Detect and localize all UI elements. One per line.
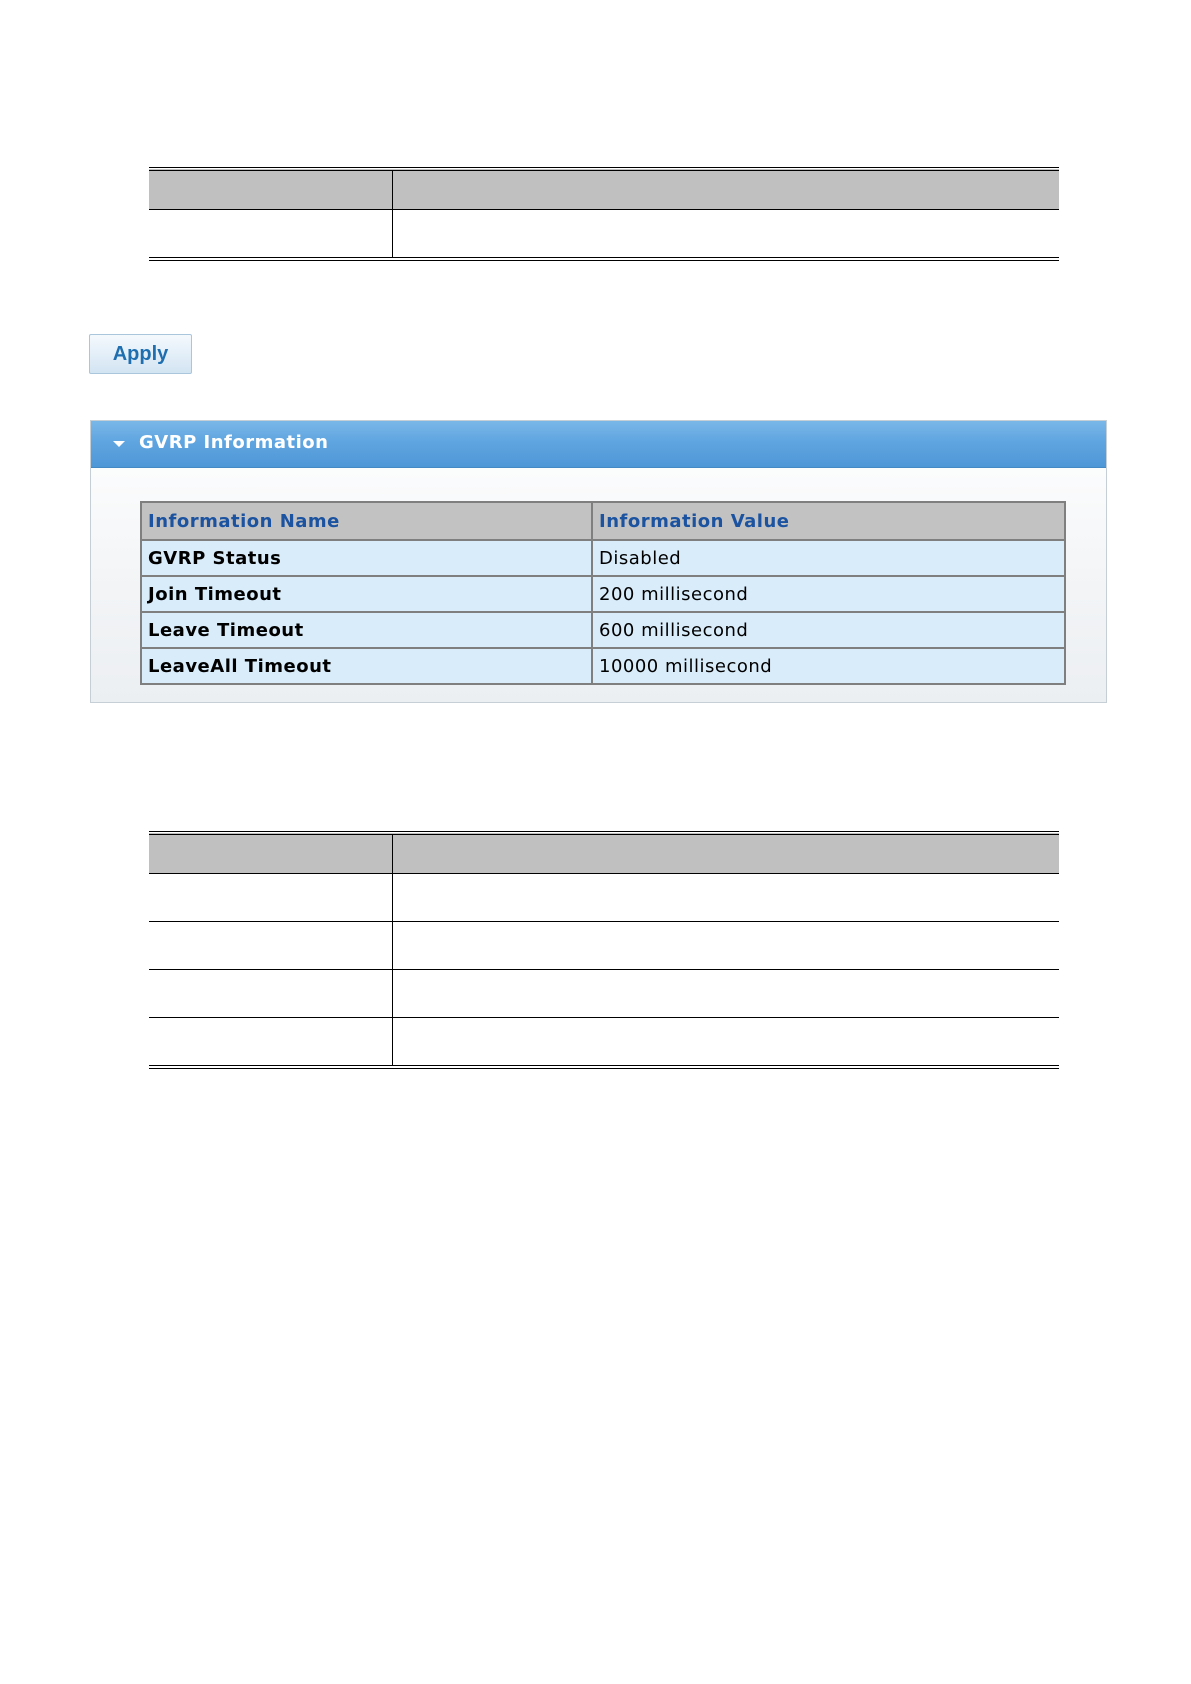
table-row	[149, 922, 1059, 970]
table-header-cell-object	[149, 169, 392, 210]
table-header-row	[149, 833, 1059, 874]
info-value-leave-timeout: 600 millisecond	[592, 612, 1065, 648]
table-row	[141, 540, 1065, 576]
gvrp-information-table	[140, 501, 1066, 685]
collapse-arrow-icon[interactable]	[113, 441, 125, 447]
gvrp-information-panel	[90, 420, 1107, 703]
table-cell-object	[149, 874, 392, 922]
object-description-table-bottom	[149, 831, 1059, 1069]
info-value-join-timeout: 200 millisecond	[592, 576, 1065, 612]
table-row	[141, 612, 1065, 648]
table-row	[149, 874, 1059, 922]
info-value-gvrp-status: Disabled	[592, 540, 1065, 576]
table-cell-description	[392, 970, 1059, 1018]
table-header-row	[149, 169, 1059, 210]
panel-header[interactable]	[91, 421, 1106, 468]
table-cell-object	[149, 1018, 392, 1068]
info-name-gvrp-status: GVRP Status	[141, 540, 592, 576]
table-cell-description	[392, 874, 1059, 922]
table-header-cell-description	[392, 169, 1059, 210]
table-cell-description	[392, 1018, 1059, 1068]
table-row	[141, 648, 1065, 684]
table-row	[149, 970, 1059, 1018]
table-row	[149, 1018, 1059, 1068]
info-name-join-timeout: Join Timeout	[141, 576, 592, 612]
info-table-header-row	[141, 502, 1065, 540]
column-header-information-name: Information Name	[141, 502, 592, 540]
table-cell-description	[392, 210, 1059, 260]
column-header-information-value: Information Value	[592, 502, 1065, 540]
panel-title: GVRP Information	[139, 432, 329, 453]
table-cell-object	[149, 210, 392, 260]
table-header-cell-object	[149, 833, 392, 874]
table-cell-description	[392, 922, 1059, 970]
info-name-leaveall-timeout: LeaveAll Timeout	[141, 648, 592, 684]
info-value-leaveall-timeout: 10000 millisecond	[592, 648, 1065, 684]
table-cell-object	[149, 970, 392, 1018]
table-row	[141, 576, 1065, 612]
object-description-table-top	[149, 167, 1059, 261]
table-row	[149, 210, 1059, 260]
info-name-leave-timeout: Leave Timeout	[141, 612, 592, 648]
apply-button[interactable]: Apply	[89, 334, 192, 374]
table-cell-object	[149, 922, 392, 970]
table-header-cell-description	[392, 833, 1059, 874]
